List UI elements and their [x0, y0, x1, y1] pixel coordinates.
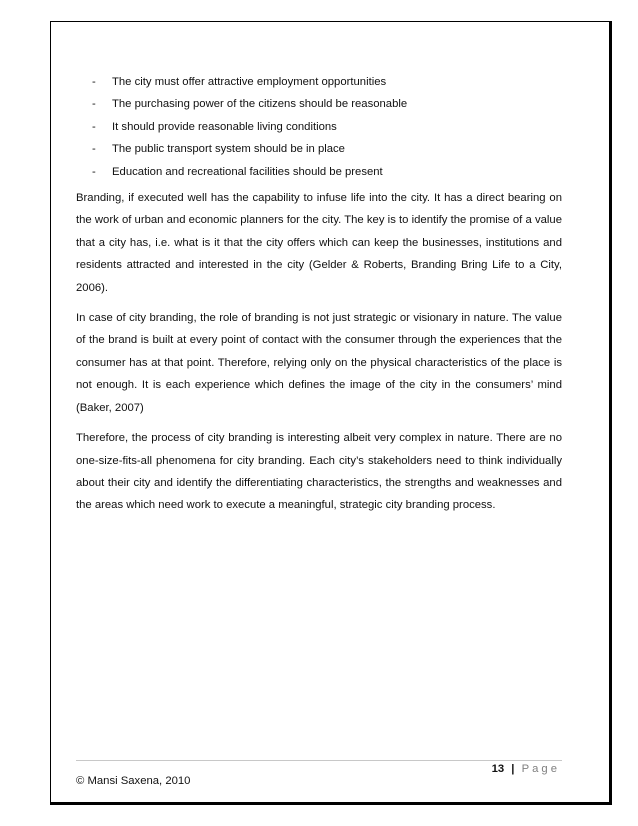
- list-item: [92, 161, 562, 183]
- bullet-text: The public transport system should be in place: [112, 143, 345, 156]
- footer-divider: [76, 760, 562, 761]
- page-number: [492, 761, 560, 777]
- page-number-value: 13: [491, 763, 505, 775]
- bullet-marker: -: [92, 143, 96, 156]
- list-item: [92, 71, 562, 93]
- list-item: [92, 93, 562, 115]
- copyright-notice: © Mansi Saxena, 2010: [76, 775, 191, 787]
- bullet-marker: -: [92, 120, 96, 133]
- paragraph-city-branding-role: In case of city branding, the role of branding is not just strategic or visionary in nature. The value of the brand is built at every point of contact with the consumer through the experiences that the consumer has at that point. Therefore, relying only on the physical characteristics of the place is not enough. It is each experience which defines the image of the city in the consumers’ mind (Baker, 2007): [76, 312, 562, 414]
- bullet-text: Education and recreational facilities should be present: [112, 165, 383, 178]
- bullet-text: The purchasing power of the citizens should be reasonable: [112, 98, 408, 111]
- bullet-text: It should provide reasonable living conditions: [112, 120, 337, 133]
- bullet-marker: -: [92, 76, 96, 88]
- page-number-separator: |: [511, 763, 515, 775]
- bullet-marker: -: [92, 165, 96, 178]
- list-item: [92, 138, 562, 160]
- bullet-marker: -: [92, 98, 96, 111]
- list-item: [92, 116, 562, 138]
- paragraph-branding-process: Therefore, the process of city branding is interesting albeit very complex in nature. There are no one-size-fits-all phenomena for city branding. Each city’s stakeholders need to think individually about their city and identify the differentiating characteristics, the strengths and weaknesses and the areas which need work to execute a meaningful, strategic city branding process.: [76, 432, 562, 512]
- paragraph-branding: Branding, if executed well has the capability to infuse life into the city. It has a direct bearing on the work of urban and economic planners for the city. The key is to identify the promise of a value that a city has, i.e. what is it that the city offers which can keep the businesses, institutions and residents attracted and interested in the city (Gelder & Roberts, Branding Bring Life to a City, 2006).: [76, 192, 562, 294]
- bullet-list: [76, 71, 562, 183]
- page-label: Page: [521, 763, 560, 775]
- bullet-text: The city must offer attractive employment opportunities: [112, 76, 387, 88]
- page-content: [76, 71, 562, 517]
